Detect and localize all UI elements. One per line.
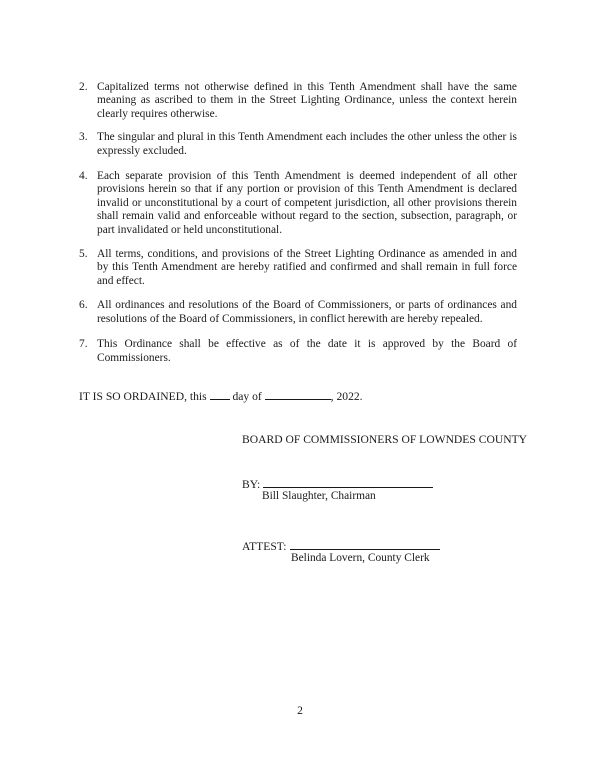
by-label: BY: — [242, 478, 261, 491]
ordained-day-of: day of — [232, 390, 262, 403]
attest-name: Belinda Lovern, County Clerk — [291, 552, 430, 564]
clause-5 — [79, 248, 517, 288]
clause-text: Capitalized terms not otherwise defined in this Tenth Amendment shall have the same meaning as ascribed to them in the Street Lighting Ordinance, unless the context herein clearly requires otherwise. — [97, 81, 517, 120]
by-name: Bill Slaughter, Chairman — [262, 490, 376, 502]
clause-2 — [79, 81, 517, 121]
attest-label: ATTEST: — [242, 540, 287, 553]
clause-text: This Ordinance shall be effective as of the date it is approved by the Board of Commissioners. — [97, 338, 517, 364]
by-line — [263, 477, 433, 488]
clause-number: 5. — [79, 248, 88, 261]
clause-3 — [79, 131, 517, 158]
clause-text: All ordinances and resolutions of the Board of Commissioners, or parts of ordinances and resolutions of the Board of Commissioners, in conflict herewith are hereby repealed. — [97, 299, 517, 325]
by-signature-line — [242, 477, 433, 491]
day-blank — [210, 389, 230, 400]
clause-7 — [79, 338, 517, 365]
ordinance-clauses — [0, 81, 600, 365]
clause-number: 2. — [79, 81, 88, 93]
month-blank — [265, 389, 331, 400]
clause-4 — [79, 170, 517, 237]
clause-text: All terms, conditions, and provisions of the Street Lighting Ordinance as amended in and by this Tenth Amendment are hereby ratified and confirmed and shall remain in full force and effect. — [97, 248, 517, 287]
board-title: BOARD OF COMMISSIONERS OF LOWNDES COUNTY — [242, 433, 528, 446]
clause-number: 3. — [79, 131, 88, 144]
ordained-prefix: IT IS SO ORDAINED, this — [79, 390, 207, 403]
clause-6 — [79, 299, 517, 326]
ordained-statement — [79, 389, 363, 403]
clause-number: 7. — [79, 338, 88, 351]
clause-text: The singular and plural in this Tenth Amendment each includes the other unless the other is expressly excluded. — [97, 131, 517, 157]
clause-number: 4. — [79, 170, 88, 183]
attest-signature-line — [242, 539, 440, 553]
ordained-year: , 2022. — [330, 390, 363, 403]
attest-line — [290, 539, 440, 550]
page-number: 2 — [297, 704, 303, 717]
clause-number: 6. — [79, 299, 88, 312]
clause-text: Each separate provision of this Tenth Amendment is deemed independent of all other provisions herein so that if any portion or provision of this Tenth Amendment is declared invalid or unconstitutional by a court of competent jurisdiction, all other provisions therein shall remain valid and enforceable without regard to the section, subsection, paragraph, or part invalidated or held unconstitutional. — [97, 170, 517, 236]
